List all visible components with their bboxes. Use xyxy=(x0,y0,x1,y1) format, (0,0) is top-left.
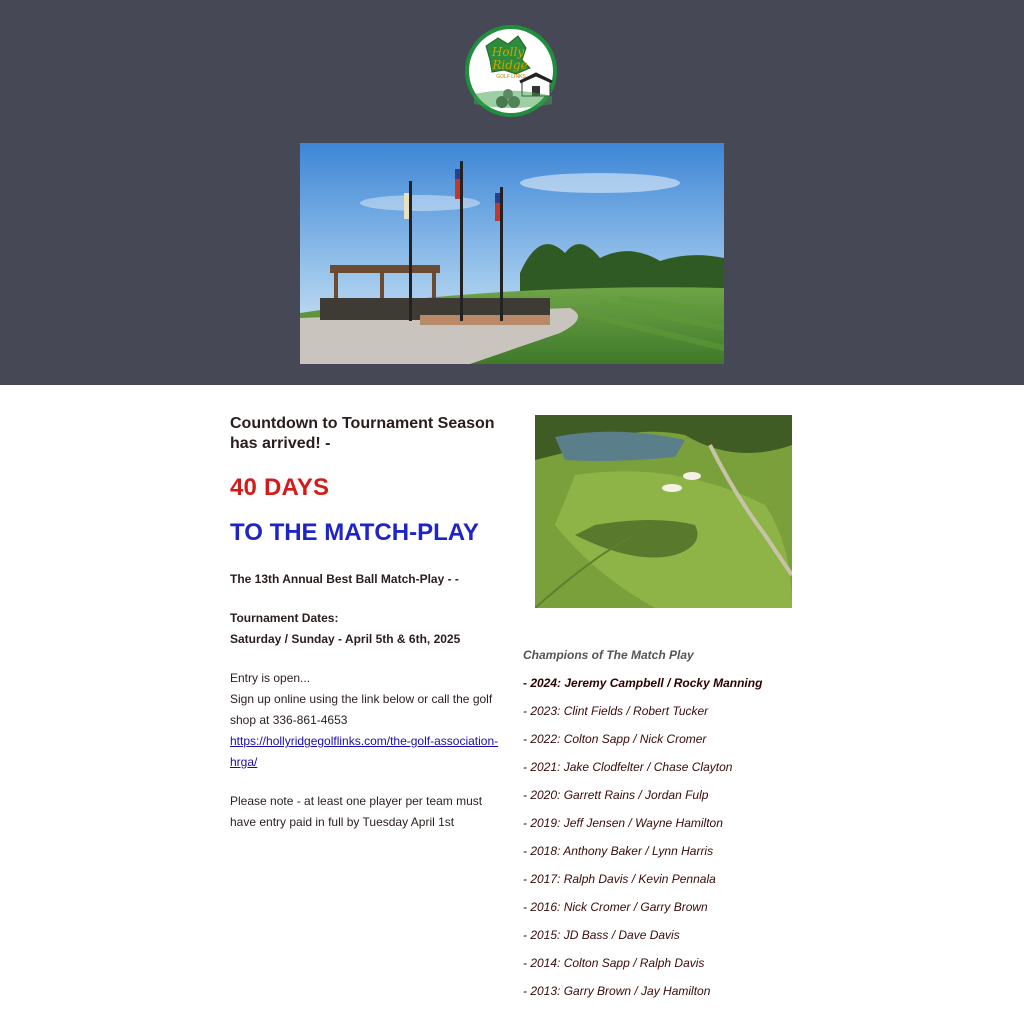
champion-item: - 2023: Clint Fields / Robert Tucker xyxy=(523,704,709,718)
aerial-course-image xyxy=(535,415,792,608)
days-remaining: 40 DAYS xyxy=(230,474,330,501)
registration-link[interactable]: https://hollyridgegolflinks.com/the-golf-association-hrga/ xyxy=(230,734,499,769)
countdown-heading: Countdown to Tournament Season has arrived! - xyxy=(230,415,495,452)
header-banner xyxy=(0,0,1024,385)
dates-label: Tournament Dates: xyxy=(230,611,339,625)
champion-item: - 2018: Anthony Baker / Lynn Harris xyxy=(523,844,714,858)
entry-open-text: Entry is open... xyxy=(230,671,311,685)
hero-image xyxy=(300,143,724,364)
signup-text: Sign up online using the link below or call the golf shop at 336-861-4653 xyxy=(230,692,493,727)
champion-item: - 2021: Jake Clodfelter / Chase Clayton xyxy=(523,760,733,774)
champion-item: - 2024: Jeremy Campbell / Rocky Manning xyxy=(523,676,763,690)
champion-item: - 2017: Ralph Davis / Kevin Pennala xyxy=(523,872,716,886)
champion-item: - 2014: Colton Sapp / Ralph Davis xyxy=(523,956,705,970)
entry-note: Please note - at least one player per team must have entry paid in full by Tuesday April 1st xyxy=(230,794,483,829)
champion-item: - 2020: Garrett Rains / Jordan Fulp xyxy=(523,788,709,802)
logo-subtitle: GOLF LINKS xyxy=(496,74,526,80)
intro-column xyxy=(230,414,500,833)
dates-value: Saturday / Sunday - April 5th & 6th, 2025 xyxy=(230,632,461,646)
holly-ridge-logo[interactable] xyxy=(464,24,558,118)
annual-event-line: The 13th Annual Best Ball Match-Play - - xyxy=(230,572,459,586)
champion-item: - 2022: Colton Sapp / Nick Cromer xyxy=(523,732,707,746)
champion-item: - 2013: Garry Brown / Jay Hamilton xyxy=(523,984,711,998)
champions-list xyxy=(523,646,823,1010)
champion-item: - 2015: JD Bass / Dave Davis xyxy=(523,928,680,942)
logo-text-holly: Holly xyxy=(491,45,525,59)
event-title: TO THE MATCH-PLAY xyxy=(230,519,479,546)
champion-item: - 2016: Nick Cromer / Garry Brown xyxy=(523,900,708,914)
champion-item: - 2019: Jeff Jensen / Wayne Hamilton xyxy=(523,816,723,830)
champions-title: Champions of The Match Play xyxy=(523,648,694,662)
logo-text-ridge: Ridge xyxy=(492,58,528,72)
